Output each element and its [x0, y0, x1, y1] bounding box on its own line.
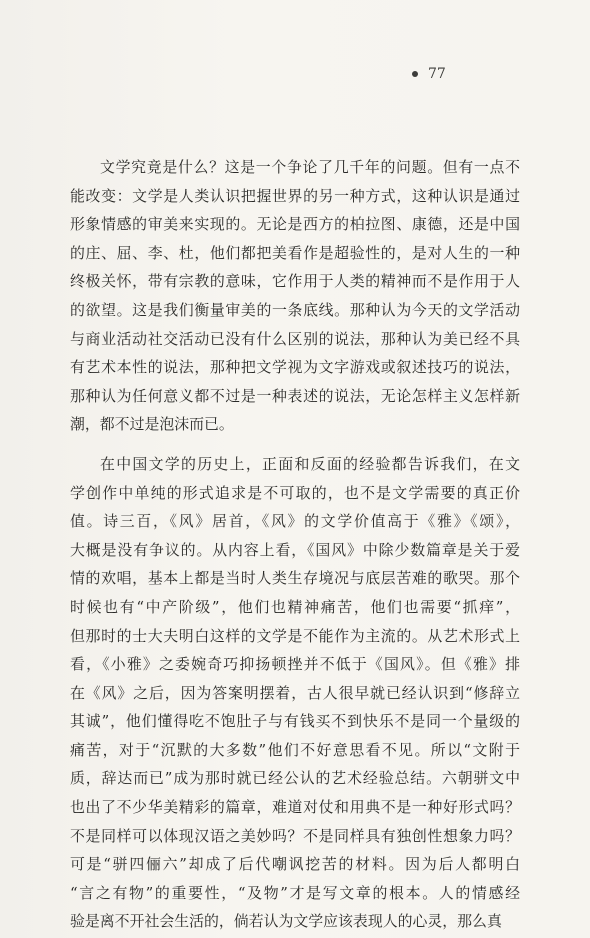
text-line: 形象情感的审美来实现的。无论是西方的柏拉图、康德，还是中国 — [70, 215, 520, 234]
text-line: 的欲望。这是我们衡量审美的一条底线。那种认为今天的文学活动 — [70, 300, 520, 319]
text-line: 那种认为任何意义都不过是一种表述的说法，无论怎样主义怎样新 — [70, 386, 520, 405]
paragraph — [70, 153, 520, 439]
text-line: 在《风》之后，因为答案明摆着，古人很早就已经认识到“修辞立 — [70, 683, 520, 702]
text-line: 在中国文学的历史上，正面和反面的经验都告诉我们，在文 — [100, 454, 520, 473]
paragraph-gap — [70, 439, 520, 450]
paragraph — [70, 450, 520, 936]
text-line: 终极关怀，带有宗教的意味，它作用于人类的精神而不是作用于人 — [70, 272, 520, 291]
body-text — [70, 153, 520, 936]
text-line: 可是“骈四俪六”却成了后代嘲讽挖苦的材料。因为后人都明白 — [70, 855, 520, 874]
text-line: 痛苦，对于“沉默的大多数”他们不好意思看不见。所以“文附于 — [70, 740, 520, 759]
text-line: 质，辞达而已”成为那时就已经公认的艺术经验总结。六朝骈文中 — [70, 769, 520, 788]
text-line: 但那时的士大夫明白这样的文学是不能作为主流的。从艺术形式上 — [70, 626, 520, 645]
text-line: 大概是没有争议的。从内容上看，《国风》中除少数篇章是关于爱 — [70, 540, 520, 559]
paragraph-container — [70, 153, 520, 936]
text-line: 文学究竟是什么？这是一个争论了几千年的问题。但有一点不 — [100, 158, 520, 176]
text-line: 情的欢唱，基本上都是当时人类生存境况与底层苦难的歌哭。那个 — [70, 569, 520, 588]
text-line: 值。诗三百，《风》居首，《风》的文学价值高于《雅》《颂》， — [70, 512, 520, 531]
text-line: 看，《小雅》之委婉奇巧抑扬顿挫并不低于《国风》。但《雅》排 — [70, 655, 520, 674]
bullet-dot-icon — [412, 71, 418, 77]
page-number: 77 — [428, 66, 446, 82]
text-line: 时候也有“中产阶级”，他们也精神痛苦，他们也需要“抓痒”， — [70, 597, 520, 616]
text-line: 验是离不开社会生活的，倘若认为文学应该表现人的心灵，那么真 — [70, 912, 502, 931]
text-line: 与商业活动社交活动已没有什么区别的说法，那种认为美已经不具 — [70, 329, 520, 348]
text-line: 学创作中单纯的形式追求是不可取的，也不是文学需要的真正价 — [70, 483, 520, 502]
text-line: 其诚”，他们懂得吃不饱肚子与有钱买不到快乐不是同一个量级的 — [70, 712, 520, 731]
page-header — [412, 66, 446, 82]
text-line: 不是同样可以体现汉语之美妙吗？不是同样具有独创性想象力吗？ — [70, 826, 520, 845]
text-line: 能改变：文学是人类认识把握世界的另一种方式，这种认识是通过 — [70, 186, 520, 205]
text-line: 的庄、屈、李、杜，他们都把美看作是超验性的，是对人生的一种 — [70, 243, 520, 262]
text-line: 潮，都不过是泡沫而已。 — [70, 415, 234, 434]
text-line: 有艺术本性的说法，那种把文学视为文字游戏或叙述技巧的说法， — [70, 358, 520, 377]
text-line: “言之有物”的重要性，“及物”才是写文章的根本。人的情感经 — [70, 883, 520, 902]
text-line: 也出了不少华美精彩的篇章，难道对仗和用典不是一种好形式吗？ — [70, 798, 520, 817]
